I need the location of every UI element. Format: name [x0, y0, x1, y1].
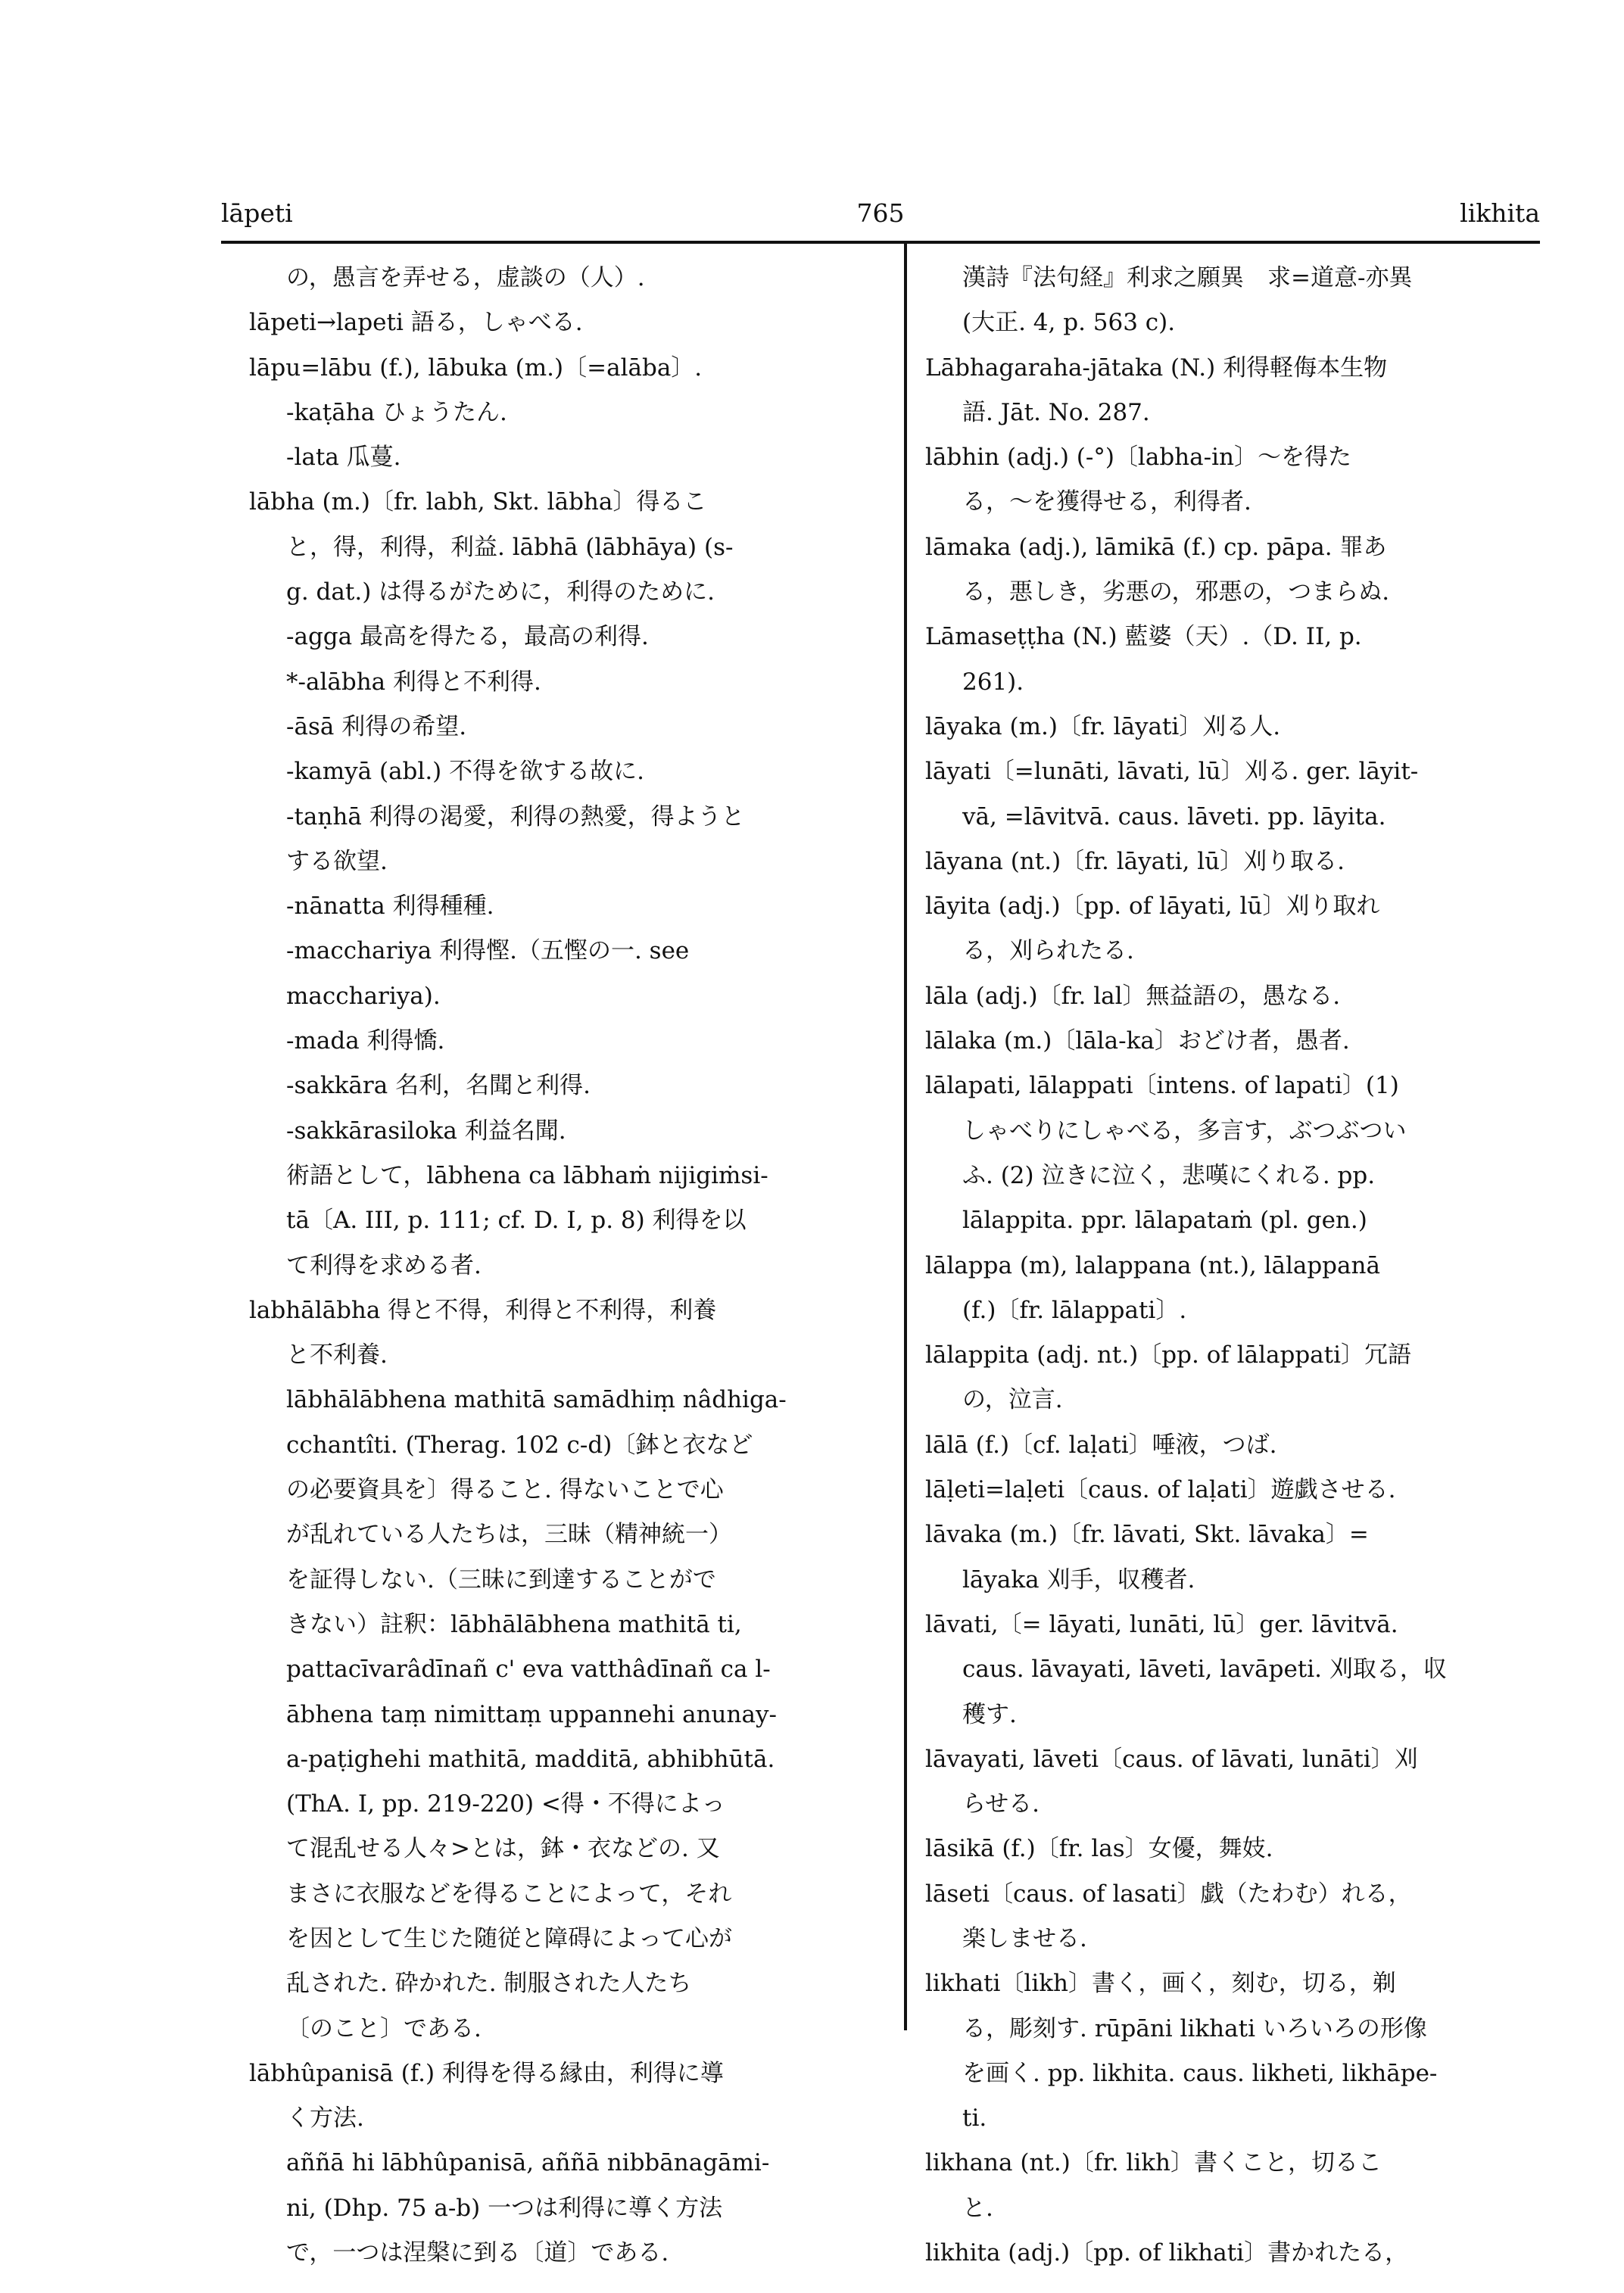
entry-line: macchariya). [286, 982, 441, 1010]
entry-line: caus. lāvayati, lāveti, lavāpeti. 刈取る，収 [962, 1656, 1447, 1684]
entry-line: (f.)〔fr. lālappati〕. [962, 1296, 1187, 1324]
entry-line: lāseti〔caus. of lasati〕戯（たわむ）れる， [925, 1880, 1412, 1908]
entry-line: lāpeti→lapeti 語る，しゃべる. [249, 309, 583, 337]
entry-line: lābha (m.)〔fr. labh, Skt. lābha〕得るこ [249, 488, 707, 516]
entry-line: lāyita (adj.)〔pp. of lāyati, lū〕刈り取れ [925, 893, 1380, 921]
entry-line: する欲望. [286, 847, 388, 875]
entry-line: likhana (nt.)〔fr. likh〕書くこと，切るこ [925, 2149, 1382, 2177]
entry-line: 術語として，lābhena ca lābhaṁ nijigiṁsi- [286, 1161, 768, 1189]
entry-line: 語. Jāt. No. 287. [962, 398, 1150, 426]
entry-line: を証得しない.（三昧に到達することがで [286, 1566, 716, 1594]
right-column [925, 256, 1540, 2276]
entry-line: lāla (adj.)〔fr. lal〕無益語の，愚なる. [925, 982, 1341, 1010]
entry-line: ni, (Dhp. 75 a-b) 一つは利得に導く方法 [286, 2194, 723, 2222]
entry-line: Lāmaseṭṭha (N.) 藍婆（天）.（D. II, p. [925, 623, 1362, 651]
entry-line: lāmaka (adj.), lāmikā (f.) cp. pāpa. 罪あ [925, 533, 1387, 561]
entry-line: (大正. 4, p. 563 c). [962, 309, 1176, 337]
entry-line: で，一つは涅槃に到る〔道〕である. [286, 2239, 669, 2267]
page-header [221, 198, 1540, 244]
entry-line: る，刈られたる. [962, 937, 1134, 965]
entry-line: -mada 利得憍. [286, 1027, 445, 1055]
right-guide-word: likhita [1460, 198, 1540, 228]
entry-line: と. [962, 2194, 993, 2222]
entry-line: lābhālābhena mathitā samādhiṃ nâdhiga- [286, 1386, 787, 1414]
entry-line: lāpu=lābu (f.), lābuka (m.)〔=alāba〕. [249, 354, 703, 382]
entry-line: ābhena taṃ nimittaṃ uppannehi anunay- [286, 1700, 777, 1728]
entry-line: らせる. [962, 1790, 1040, 1818]
entry-line: の，愚言を弄せる，虚談の（人）. [286, 264, 645, 291]
entry-line: を画く. pp. likhita. caus. likheti, likhāpe- [962, 2059, 1438, 2087]
entry-line: likhita (adj.)〔pp. of likhati〕書かれたる， [925, 2239, 1409, 2267]
entry-line: まさに衣服などを得ることによって，それ [286, 1880, 732, 1908]
entry-line: labhālābha 得と不得，利得と不利得，利養 [249, 1296, 717, 1324]
entry-line: -taṇhā 利得の渇愛，利得の熱愛，得ようと [286, 802, 745, 830]
entry-line: g. dat.) は得るがために，利得のために. [286, 578, 715, 606]
entry-line: が乱れている人たちは，三昧（精神統一） [286, 1521, 732, 1549]
entry-line: lābhûpanisā (f.) 利得を得る縁由，利得に導 [249, 2059, 724, 2087]
entry-line: lāyati〔=lunāti, lāvati, lū〕刈る. ger. lāyit- [925, 758, 1419, 786]
entry-line: lāyaka 刈手，収穫者. [962, 1566, 1195, 1594]
entry-line: て利得を求める者. [286, 1251, 482, 1279]
entry-line: 乱された. 砕かれた. 制服された人たち [286, 1970, 692, 1998]
entry-line: の必要資具を〕得ること. 得ないことで心 [286, 1476, 724, 1504]
entry-line: lālappita. ppr. lālapataṁ (pl. gen.) [962, 1207, 1367, 1235]
entry-line: -sakkāra 名利，名聞と利得. [286, 1072, 591, 1100]
entry-line: tā〔A. III, p. 111; cf. D. I, p. 8) 利得を以 [286, 1207, 747, 1235]
entry-line: lālapati, lālappati〔intens. of lapati〕(1) [925, 1072, 1399, 1100]
entry-line: -nānatta 利得種種. [286, 893, 494, 921]
entry-line: lābhin (adj.) (-°)〔labha-in〕〜を得た [925, 444, 1351, 472]
entry-line: *-alābha 利得と不利得. [286, 668, 541, 696]
entry-line: と不利養. [286, 1341, 388, 1369]
entry-line: る，悪しき，劣悪の，邪悪の，つまらぬ. [962, 578, 1390, 606]
entry-line: く方法. [286, 2105, 364, 2133]
entry-line: lāyana (nt.)〔fr. lāyati, lū〕刈り取る. [925, 847, 1345, 875]
entry-line: 261). [962, 668, 1024, 696]
entry-line: -kaṭāha ひょうたん. [286, 398, 507, 426]
entry-line: lālā (f.)〔cf. laḷati〕唾液，つば. [925, 1431, 1277, 1459]
entry-line: aññā hi lābhûpanisā, aññā nibbānagāmi- [286, 2149, 770, 2177]
entry-line: -kamyā (abl.) 不得を欲する故に. [286, 758, 644, 786]
entry-line: て混乱せる人々>とは，鉢・衣などの. 又 [286, 1835, 720, 1863]
entry-line: lāvati,〔= lāyati, lunāti, lū〕ger. lāvitvā. [925, 1610, 1398, 1638]
entry-line: ふ. (2) 泣きに泣く，悲嘆にくれる. pp. [962, 1161, 1376, 1189]
entry-line: lāsikā (f.)〔fr. las〕女優，舞妓. [925, 1835, 1273, 1863]
entry-line: a-paṭighehi mathitā, madditā, abhibhūtā. [286, 1745, 775, 1773]
entry-line: lāyaka (m.)〔fr. lāyati〕刈る人. [925, 712, 1281, 740]
left-guide-word: lāpeti [221, 198, 293, 228]
entry-line: lālappa (m), lalappana (nt.), lālappanā [925, 1251, 1380, 1279]
entry-line: -sakkārasiloka 利益名聞. [286, 1117, 566, 1145]
entry-line: lālappita (adj. nt.)〔pp. of lālappati〕冗語 [925, 1341, 1412, 1369]
entry-line: lāvaka (m.)〔fr. lāvati, Skt. lāvaka〕= [925, 1521, 1369, 1549]
entry-line: likhati〔likh〕書く，画く，刻む，切る，剃 [925, 1970, 1396, 1998]
entry-line: ti. [962, 2105, 987, 2133]
entry-line: (ThA. I, pp. 219-220) <得・不得によっ [286, 1790, 725, 1818]
entry-line: しゃべりにしゃべる，多言す，ぶつぶつい [962, 1117, 1407, 1145]
entry-line: る，彫刻す. rūpāni likhati いろいろの形像 [962, 2014, 1427, 2042]
column-divider [904, 244, 907, 2030]
entry-line: Lābhagaraha-jātaka (N.) 利得軽侮本生物 [925, 354, 1388, 382]
entry-line: 楽しませる. [962, 1924, 1087, 1952]
entry-line: pattacīvarâdīnañ c' eva vatthâdīnañ ca l- [286, 1656, 771, 1684]
entry-line: -lata 瓜蔓. [286, 444, 401, 472]
entry-line: る，〜を獲得せる，利得者. [962, 488, 1252, 516]
entry-line: lālaka (m.)〔lāla-ka〕おどけ者，愚者. [925, 1027, 1350, 1055]
entry-line: きない）註釈：lābhālābhena mathitā ti, [286, 1610, 742, 1638]
entry-line: -agga 最高を得たる，最高の利得. [286, 623, 649, 651]
entry-line: を因として生じた随従と障碍によって心が [286, 1924, 732, 1952]
entry-line: cchantîti. (Therag. 102 c-d)〔鉢と衣など [286, 1431, 753, 1459]
entry-line: の，泣言. [962, 1386, 1063, 1414]
entry-line: -āsā 利得の希望. [286, 712, 467, 740]
left-column [249, 256, 881, 2276]
entry-line: 〔のこと〕である. [286, 2014, 482, 2042]
entry-line: 漢詩『法句経』利求之願異 求=道意-亦異 [962, 264, 1413, 291]
entry-line: lāvayati, lāveti〔caus. of lāvati, lunāti〕刈 [925, 1745, 1418, 1773]
entry-line: 穫す. [962, 1700, 1017, 1728]
entry-line: -macchariya 利得慳.（五慳の一. see [286, 937, 690, 965]
entry-line: と，得，利得，利益. lābhā (lābhāya) (s- [286, 533, 734, 561]
page-number: 765 [856, 198, 905, 228]
header-rule [221, 241, 1540, 244]
entry-line: vā, =lāvitvā. caus. lāveti. pp. lāyita. [962, 802, 1386, 830]
entry-line: lāḷeti=laḷeti〔caus. of laḷati〕遊戯させる. [925, 1476, 1396, 1504]
